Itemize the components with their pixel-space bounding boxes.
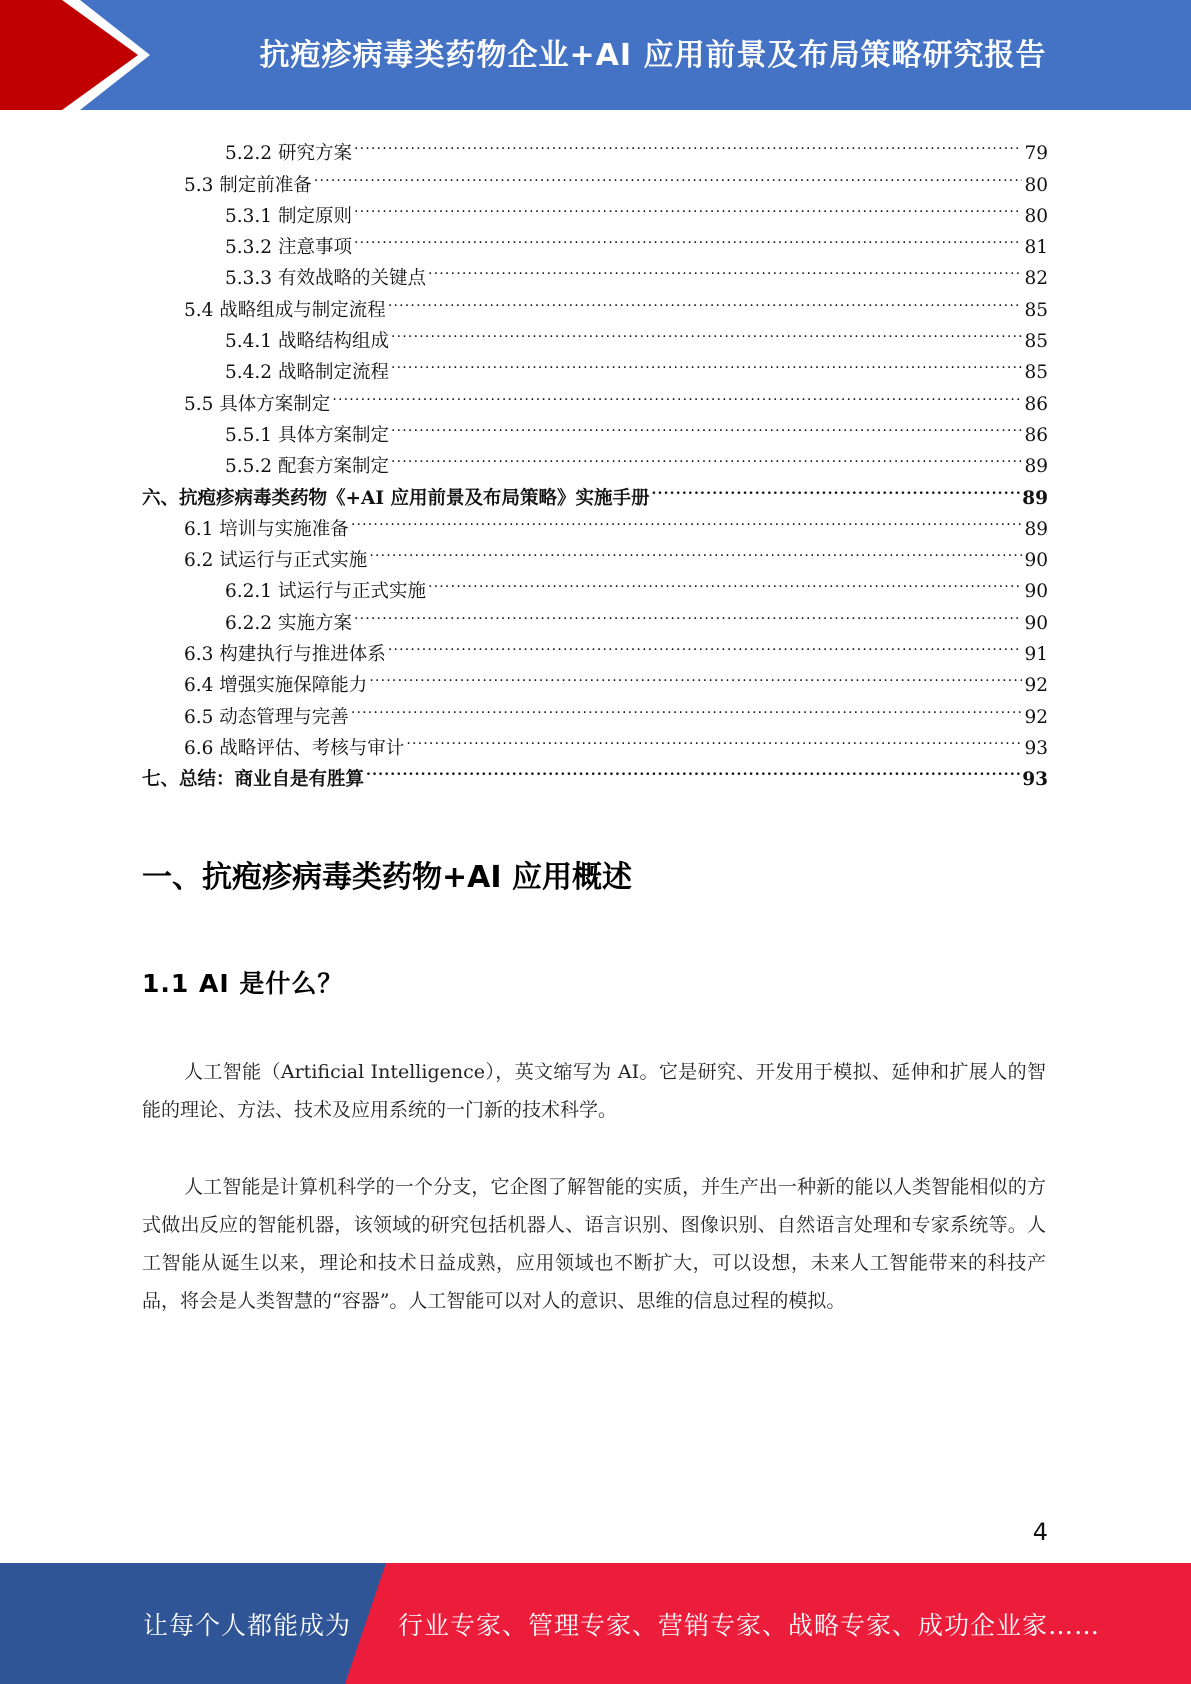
toc-dot-leader (388, 629, 1023, 660)
toc-entry-page: 91 (1024, 644, 1048, 666)
toc-entry-page: 85 (1024, 362, 1048, 384)
toc-dot-leader (391, 410, 1022, 441)
toc-dot-leader (366, 754, 1020, 785)
footer-slogan-left: 让每个人都能成为 (143, 1610, 352, 1640)
toc-entry-label: 5.5.1 具体方案制定 (225, 424, 389, 446)
toc-entry-page: 85 (1024, 331, 1048, 353)
toc-entry-label: 6.4 增强实施保障能力 (184, 675, 368, 697)
toc-entry-label: 七、总结：商业自是有胜算 (142, 769, 365, 791)
footer-banner (0, 1563, 1191, 1684)
toc-entry-label: 6.1 培训与实施准备 (184, 518, 349, 540)
toc-entry-page: 80 (1024, 205, 1048, 227)
toc-dot-leader (354, 191, 1023, 222)
toc-entry-page: 90 (1024, 612, 1048, 634)
paragraph: 人工智能是计算机科学的一个分支，它企图了解智能的实质，并生产出一种新的能以人类智能相似的方式做出反应的智能机器，该领域的研究包括机器人、语言识别、图像识别、自然语言处理和专家系统等。人工智能从诞生以来，理论和技术日益成熟，应用领域也不断扩大，可以设想，未来人工智能带来的科技产品，将会是人类智慧的“容器”。人工智能可以对人的意识、思维的信息过程的模拟。 (142, 1176, 1046, 1312)
toc-entry-label: 5.5.2 配套方案制定 (225, 456, 389, 478)
toc-entry[interactable] (142, 128, 1048, 165)
toc-entry-label: 6.5 动态管理与完善 (184, 706, 349, 728)
toc-entry-page: 85 (1024, 299, 1048, 321)
toc-dot-leader (354, 597, 1023, 628)
toc-entry-page: 90 (1024, 581, 1048, 603)
toc-dot-leader (391, 316, 1022, 347)
toc-dot-leader (369, 660, 1022, 691)
report-title: 抗疱疹病毒类药物企业+AI 应用前景及布局策略研究报告 (259, 38, 1047, 73)
toc-dot-leader (391, 441, 1022, 472)
toc-entry-label: 6.3 构建执行与推进体系 (184, 644, 386, 666)
footer-slogan-right: 行业专家、管理专家、营销专家、战略专家、成功企业家…… (398, 1610, 1101, 1640)
toc-entry-label: 6.2.1 试运行与正式实施 (225, 581, 426, 603)
toc-entry-label: 5.3 制定前准备 (184, 174, 312, 196)
toc-entry-label: 5.3.1 制定原则 (225, 205, 352, 227)
toc-dot-leader (388, 284, 1023, 315)
toc-entry-label: 6.6 战略评估、考核与审计 (184, 737, 405, 759)
toc-entry-label: 6.2.2 实施方案 (225, 612, 352, 634)
section-heading: 一、抗疱疹病毒类药物+AI 应用概述 (142, 860, 632, 895)
paragraph: 人工智能（Artificial Intelligence），英文缩写为 AI。它是研究、开发用于模拟、延伸和扩展人的智能的理论、方法、技术及应用系统的一门新的技术科学。 (142, 1061, 1046, 1121)
toc-entry-label: 5.4.1 战略结构组成 (225, 331, 389, 353)
toc-entry-page: 86 (1024, 393, 1048, 415)
toc-dot-leader (354, 128, 1023, 159)
table-of-contents (142, 128, 1048, 791)
toc-dot-leader (406, 723, 1022, 754)
toc-entry-page: 93 (1024, 737, 1048, 759)
header-banner (0, 0, 1191, 110)
toc-entry-label: 5.3.3 有效战略的关键点 (225, 268, 426, 290)
toc-dot-leader (391, 347, 1022, 378)
toc-dot-leader (369, 535, 1022, 566)
toc-entry-page: 81 (1024, 237, 1048, 259)
toc-dot-leader (354, 222, 1023, 253)
toc-entry-page: 92 (1024, 675, 1048, 697)
toc-entry-page: 92 (1024, 706, 1048, 728)
toc-entry-label: 5.4 战略组成与制定流程 (184, 299, 386, 321)
toc-entry-page: 79 (1024, 143, 1048, 165)
toc-dot-leader (428, 253, 1022, 284)
toc-entry-page: 86 (1024, 424, 1048, 446)
page-number: 4 (1032, 1518, 1048, 1546)
toc-dot-leader (314, 159, 1023, 190)
subsection-heading: 1.1 AI 是什么？ (142, 969, 344, 998)
toc-entry-label: 5.5 具体方案制定 (184, 393, 331, 415)
toc-entry-page: 93 (1022, 769, 1048, 791)
toc-dot-leader (428, 566, 1022, 597)
toc-dot-leader (351, 691, 1023, 722)
toc-entry-page: 90 (1024, 550, 1048, 572)
toc-entry-page: 89 (1024, 456, 1048, 478)
header-chevron-icon (0, 0, 138, 110)
toc-entry-page: 89 (1024, 518, 1048, 540)
toc-entry-page: 82 (1024, 268, 1048, 290)
toc-entry-label: 5.4.2 战略制定流程 (225, 362, 389, 384)
toc-dot-leader (651, 472, 1020, 503)
toc-entry-label: 6.2 试运行与正式实施 (184, 550, 368, 572)
toc-dot-leader (332, 378, 1022, 409)
toc-entry-label: 5.3.2 注意事项 (225, 237, 352, 259)
toc-entry-label: 六、抗疱疹病毒类药物《+AI 应用前景及布局策略》实施手册 (142, 487, 650, 509)
toc-entry-label: 5.2.2 研究方案 (225, 143, 352, 165)
toc-entry-page: 89 (1022, 487, 1048, 509)
toc-entry-page: 80 (1024, 174, 1048, 196)
toc-dot-leader (351, 504, 1023, 535)
